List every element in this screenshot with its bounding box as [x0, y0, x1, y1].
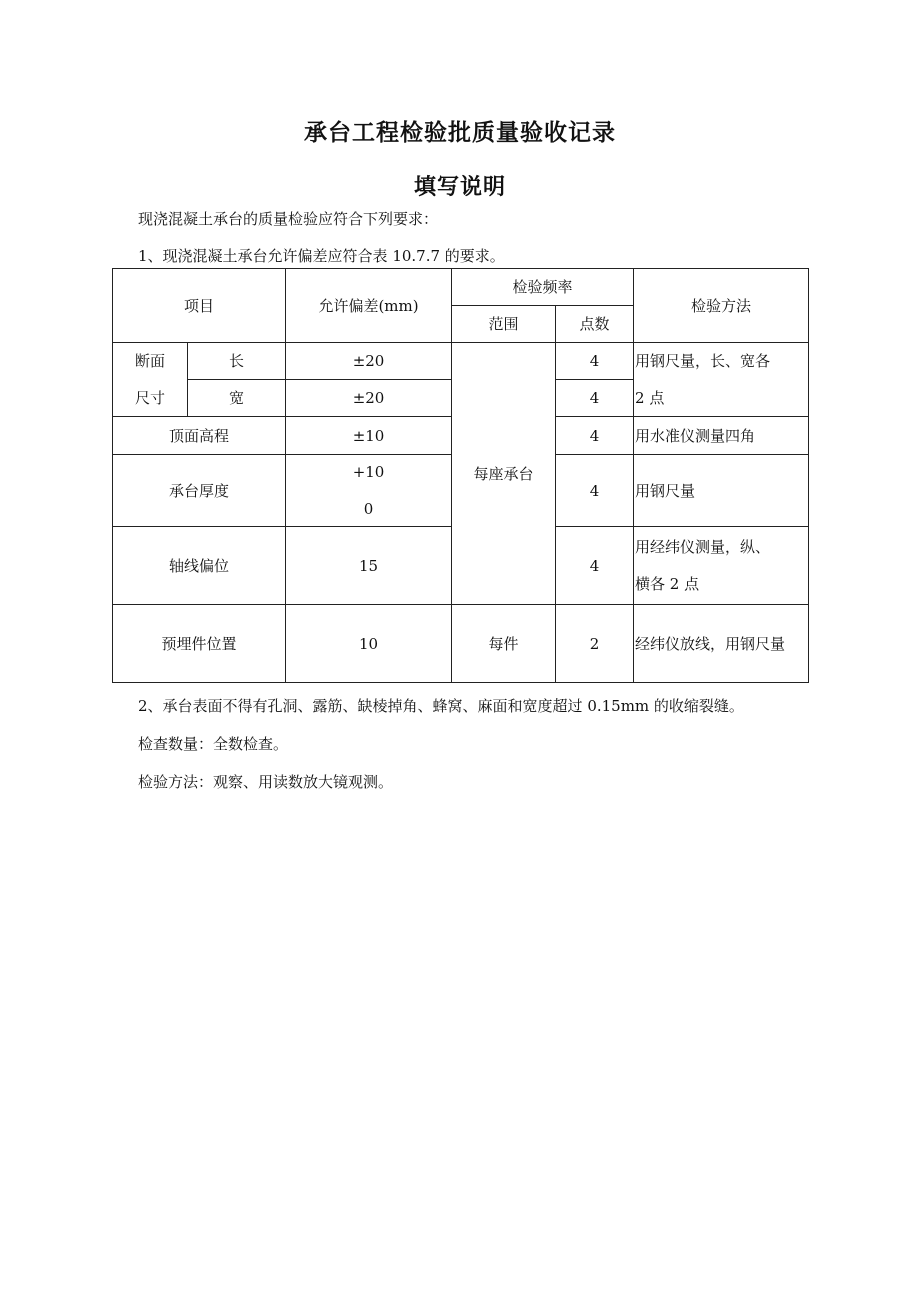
range-per-cap: 每座承台 [452, 343, 556, 605]
row-embedded-tolerance: 10 [286, 605, 452, 683]
section-size-cell [113, 343, 188, 417]
row-top-elevation-method: 用水准仪测量四角 [634, 417, 809, 455]
row-width-points: 4 [556, 380, 634, 417]
header-method: 检验方法 [634, 269, 809, 343]
row-top-elevation-tolerance: ±10 [286, 417, 452, 455]
axis-method-line2: 横各 2 点 [635, 575, 700, 593]
axis-method-line1: 用经纬仪测量，纵、 [635, 538, 771, 556]
size-method-cell [634, 343, 809, 417]
row-embedded-points: 2 [556, 605, 634, 683]
row-thickness-tolerance [286, 455, 452, 527]
row-axis-offset-method [634, 527, 809, 605]
thickness-tolerance-upper: +10 [352, 463, 385, 481]
row-embedded-item: 预埋件位置 [113, 605, 286, 683]
section-size-line2: 尺寸 [134, 389, 165, 407]
row-top-elevation-item: 顶面高程 [113, 417, 286, 455]
document-subtitle: 填写说明 [413, 175, 506, 200]
tolerance-table [112, 268, 809, 683]
row-width-item: 宽 [188, 380, 286, 417]
inspection-quantity: 检查数量：全数检查。 [138, 735, 289, 753]
row-length-points: 4 [556, 343, 634, 380]
header-tolerance: 允许偏差(mm) [286, 269, 452, 343]
thickness-tolerance-lower: 0 [363, 500, 374, 518]
requirement-1: 1、现浇混凝土承台允许偏差应符合表 10.7.7 的要求。 [138, 247, 505, 265]
row-length-tolerance: ±20 [286, 343, 452, 380]
header-item: 项目 [113, 269, 286, 343]
row-embedded-range: 每件 [452, 605, 556, 683]
row-width-tolerance: ±20 [286, 380, 452, 417]
row-thickness-item: 承台厚度 [113, 455, 286, 527]
row-thickness-method: 用钢尺量 [634, 455, 809, 527]
row-axis-offset-tolerance: 15 [286, 527, 452, 605]
document-title: 承台工程检验批质量验收记录 [304, 120, 616, 146]
intro-paragraph: 现浇混凝土承台的质量检验应符合下列要求： [138, 210, 439, 228]
header-frequency: 检验频率 [452, 269, 634, 306]
row-top-elevation-points: 4 [556, 417, 634, 455]
header-range: 范围 [452, 306, 556, 343]
row-length-item: 长 [188, 343, 286, 380]
section-size-line1: 断面 [134, 352, 165, 370]
row-axis-offset-points: 4 [556, 527, 634, 605]
header-points: 点数 [556, 306, 634, 343]
requirement-2: 2、承台表面不得有孔洞、露筋、缺棱掉角、蜂窝、麻面和宽度超过 0.15mm 的收缩裂缝。 [138, 697, 744, 715]
row-axis-offset-item: 轴线偏位 [113, 527, 286, 605]
inspection-method: 检验方法：观察、用读数放大镜观测。 [138, 773, 394, 791]
size-method-line2: 2 点 [635, 389, 665, 407]
row-thickness-points: 4 [556, 455, 634, 527]
size-method-line1: 用钢尺量，长、宽各 [635, 352, 771, 370]
row-embedded-method: 经纬仪放线，用钢尺量 [634, 605, 809, 683]
